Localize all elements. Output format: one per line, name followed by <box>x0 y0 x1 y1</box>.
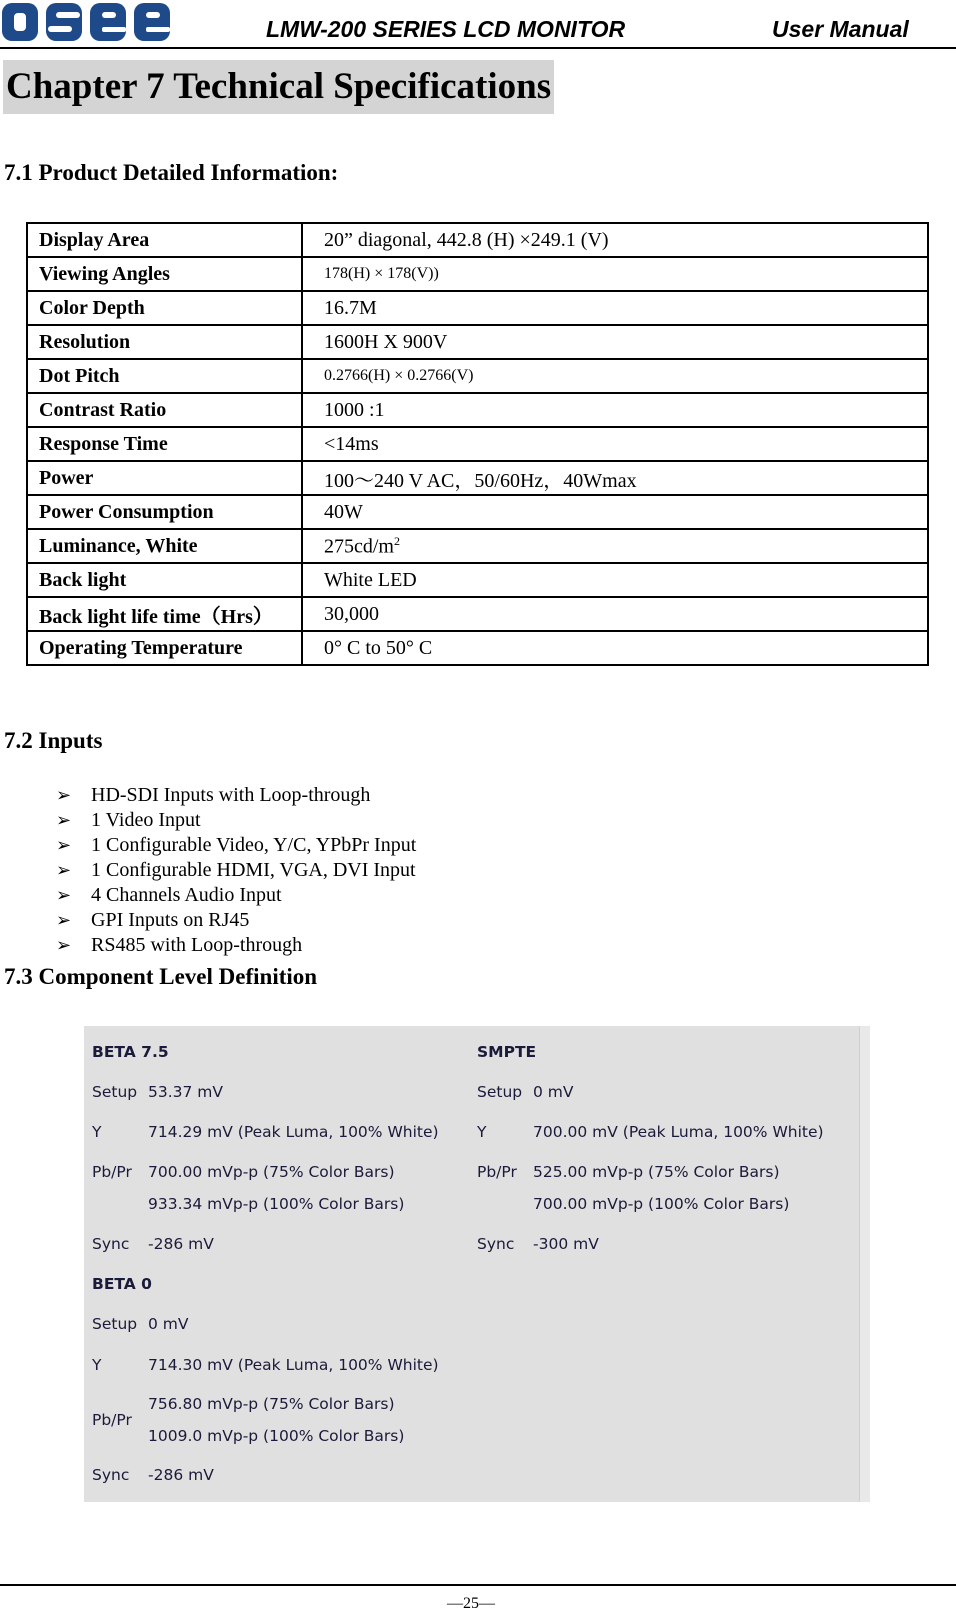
spec-value: 1000 :1 <box>302 393 928 427</box>
list-item <box>56 833 416 858</box>
table-row <box>27 359 928 393</box>
section-7-3-heading: 7.3 Component Level Definition <box>4 964 318 989</box>
table-row <box>27 597 928 631</box>
table-row <box>27 631 928 665</box>
list-item <box>56 808 416 833</box>
spec-label: Display Area <box>27 223 302 257</box>
arrow-bullet-icon: ➢ <box>56 810 72 830</box>
smpte-setup-value: 0 mV <box>533 1083 574 1101</box>
smpte-pbpr-value-1: 525.00 mVp-p (75% Color Bars) <box>533 1163 780 1181</box>
list-item-text: GPI Inputs on RJ45 <box>91 909 250 931</box>
spec-table <box>26 222 929 666</box>
spec-label: Power Consumption <box>27 495 302 529</box>
beta75-title: BETA 7.5 <box>92 1043 169 1061</box>
smpte-sync-label: Sync <box>477 1235 515 1253</box>
beta75-pbpr-value-2: 933.34 mVp-p (100% Color Bars) <box>148 1195 405 1213</box>
table-row <box>27 563 928 597</box>
beta0-y-label: Y <box>92 1356 102 1374</box>
section-7-1-heading: 7.1 Product Detailed Information: <box>4 160 339 185</box>
beta0-sync-label: Sync <box>92 1466 130 1484</box>
spec-label: Back light <box>27 563 302 597</box>
smpte-sync-value: -300 mV <box>533 1235 599 1253</box>
list-item <box>56 783 416 808</box>
inputs-list <box>56 783 416 958</box>
luminance-superscript: 2 <box>394 533 400 548</box>
spec-value: 20” diagonal, 442.8 (H) ×249.1 (V) <box>302 223 928 257</box>
list-item <box>56 908 416 933</box>
page-number: —25— <box>447 1595 495 1612</box>
section-7-2-heading: 7.2 Inputs <box>4 728 103 753</box>
table-row <box>27 461 928 495</box>
table-row <box>27 291 928 325</box>
beta75-setup-value: 53.37 mV <box>148 1083 224 1101</box>
spec-value: 40W <box>302 495 928 529</box>
list-item-text: 1 Video Input <box>91 809 201 831</box>
table-row <box>27 427 928 461</box>
document-title: LMW-200 SERIES LCD MONITOR <box>266 16 626 42</box>
spec-label: Contrast Ratio <box>27 393 302 427</box>
spec-label: Viewing Angles <box>27 257 302 291</box>
beta75-y-label: Y <box>92 1123 102 1141</box>
smpte-y-label: Y <box>477 1123 487 1141</box>
spec-label: Power <box>27 461 302 495</box>
table-row <box>27 257 928 291</box>
table-row <box>27 495 928 529</box>
list-item-text: 1 Configurable Video, Y/C, YPbPr Input <box>91 834 417 856</box>
table-row <box>27 393 928 427</box>
beta75-setup-label: Setup <box>92 1083 138 1101</box>
beta0-pbpr-value-2: 1009.0 mVp-p (100% Color Bars) <box>148 1427 405 1445</box>
spec-value: 16.7M <box>302 291 928 325</box>
spec-label: Response Time <box>27 427 302 461</box>
smpte-title: SMPTE <box>477 1043 537 1061</box>
arrow-bullet-icon: ➢ <box>56 910 72 930</box>
smpte-setup-label: Setup <box>477 1083 523 1101</box>
table-row <box>27 325 928 359</box>
spec-value: 1600H X 900V <box>302 325 928 359</box>
beta0-y-value: 714.30 mV (Peak Luma, 100% White) <box>148 1356 439 1374</box>
footer-divider <box>0 1584 956 1586</box>
arrow-bullet-icon: ➢ <box>56 835 72 855</box>
table-row <box>27 529 928 563</box>
osee-logo <box>0 0 176 44</box>
list-item-text: RS485 with Loop-through <box>91 934 303 956</box>
spec-label: Luminance, White <box>27 529 302 563</box>
box-scrollbar[interactable] <box>859 1026 870 1502</box>
component-level-box <box>84 1026 870 1502</box>
beta75-pbpr-label: Pb/Pr <box>92 1163 132 1181</box>
luminance-value: 275cd/m <box>324 535 394 558</box>
spec-value: 0.2766(H) × 0.2766(V) <box>302 359 928 393</box>
spec-label: Color Depth <box>27 291 302 325</box>
beta0-setup-label: Setup <box>92 1315 138 1333</box>
spec-value: 30,000 <box>302 597 928 631</box>
smpte-pbpr-label: Pb/Pr <box>477 1163 517 1181</box>
spec-value <box>302 529 928 563</box>
arrow-bullet-icon: ➢ <box>56 860 72 880</box>
spec-value: 178(H) × 178(V)) <box>302 257 928 291</box>
list-item-text: HD-SDI Inputs with Loop-through <box>91 784 371 806</box>
spec-value: 100～240 V AC，50/60Hz，40Wmax <box>302 461 928 495</box>
list-item <box>56 858 416 883</box>
beta0-pbpr-label: Pb/Pr <box>92 1411 132 1429</box>
beta75-sync-value: -286 mV <box>148 1235 214 1253</box>
smpte-y-value: 700.00 mV (Peak Luma, 100% White) <box>533 1123 824 1141</box>
beta0-title: BETA 0 <box>92 1275 152 1293</box>
chapter-title: Chapter 7 Technical Specifications <box>3 60 554 114</box>
list-item-text: 1 Configurable HDMI, VGA, DVI Input <box>91 859 416 881</box>
page-header <box>0 0 956 50</box>
spec-value: White LED <box>302 563 928 597</box>
spec-value: <14ms <box>302 427 928 461</box>
beta75-sync-label: Sync <box>92 1235 130 1253</box>
arrow-bullet-icon: ➢ <box>56 785 72 805</box>
header-divider <box>0 47 956 49</box>
spec-label: Back light life time（Hrs） <box>27 597 302 631</box>
spec-label: Resolution <box>27 325 302 359</box>
beta0-pbpr-value-1: 756.80 mVp-p (75% Color Bars) <box>148 1395 395 1413</box>
smpte-pbpr-value-2: 700.00 mVp-p (100% Color Bars) <box>533 1195 790 1213</box>
spec-label: Dot Pitch <box>27 359 302 393</box>
arrow-bullet-icon: ➢ <box>56 935 72 955</box>
beta75-y-value: 714.29 mV (Peak Luma, 100% White) <box>148 1123 439 1141</box>
spec-label: Operating Temperature <box>27 631 302 665</box>
beta0-sync-value: -286 mV <box>148 1466 214 1484</box>
document-type: User Manual <box>772 16 909 42</box>
table-row <box>27 223 928 257</box>
beta75-pbpr-value-1: 700.00 mVp-p (75% Color Bars) <box>148 1163 395 1181</box>
list-item-text: 4 Channels Audio Input <box>91 884 282 906</box>
spec-value: 0° C to 50° C <box>302 631 928 665</box>
beta0-setup-value: 0 mV <box>148 1315 189 1333</box>
list-item <box>56 933 416 958</box>
arrow-bullet-icon: ➢ <box>56 885 72 905</box>
list-item <box>56 883 416 908</box>
